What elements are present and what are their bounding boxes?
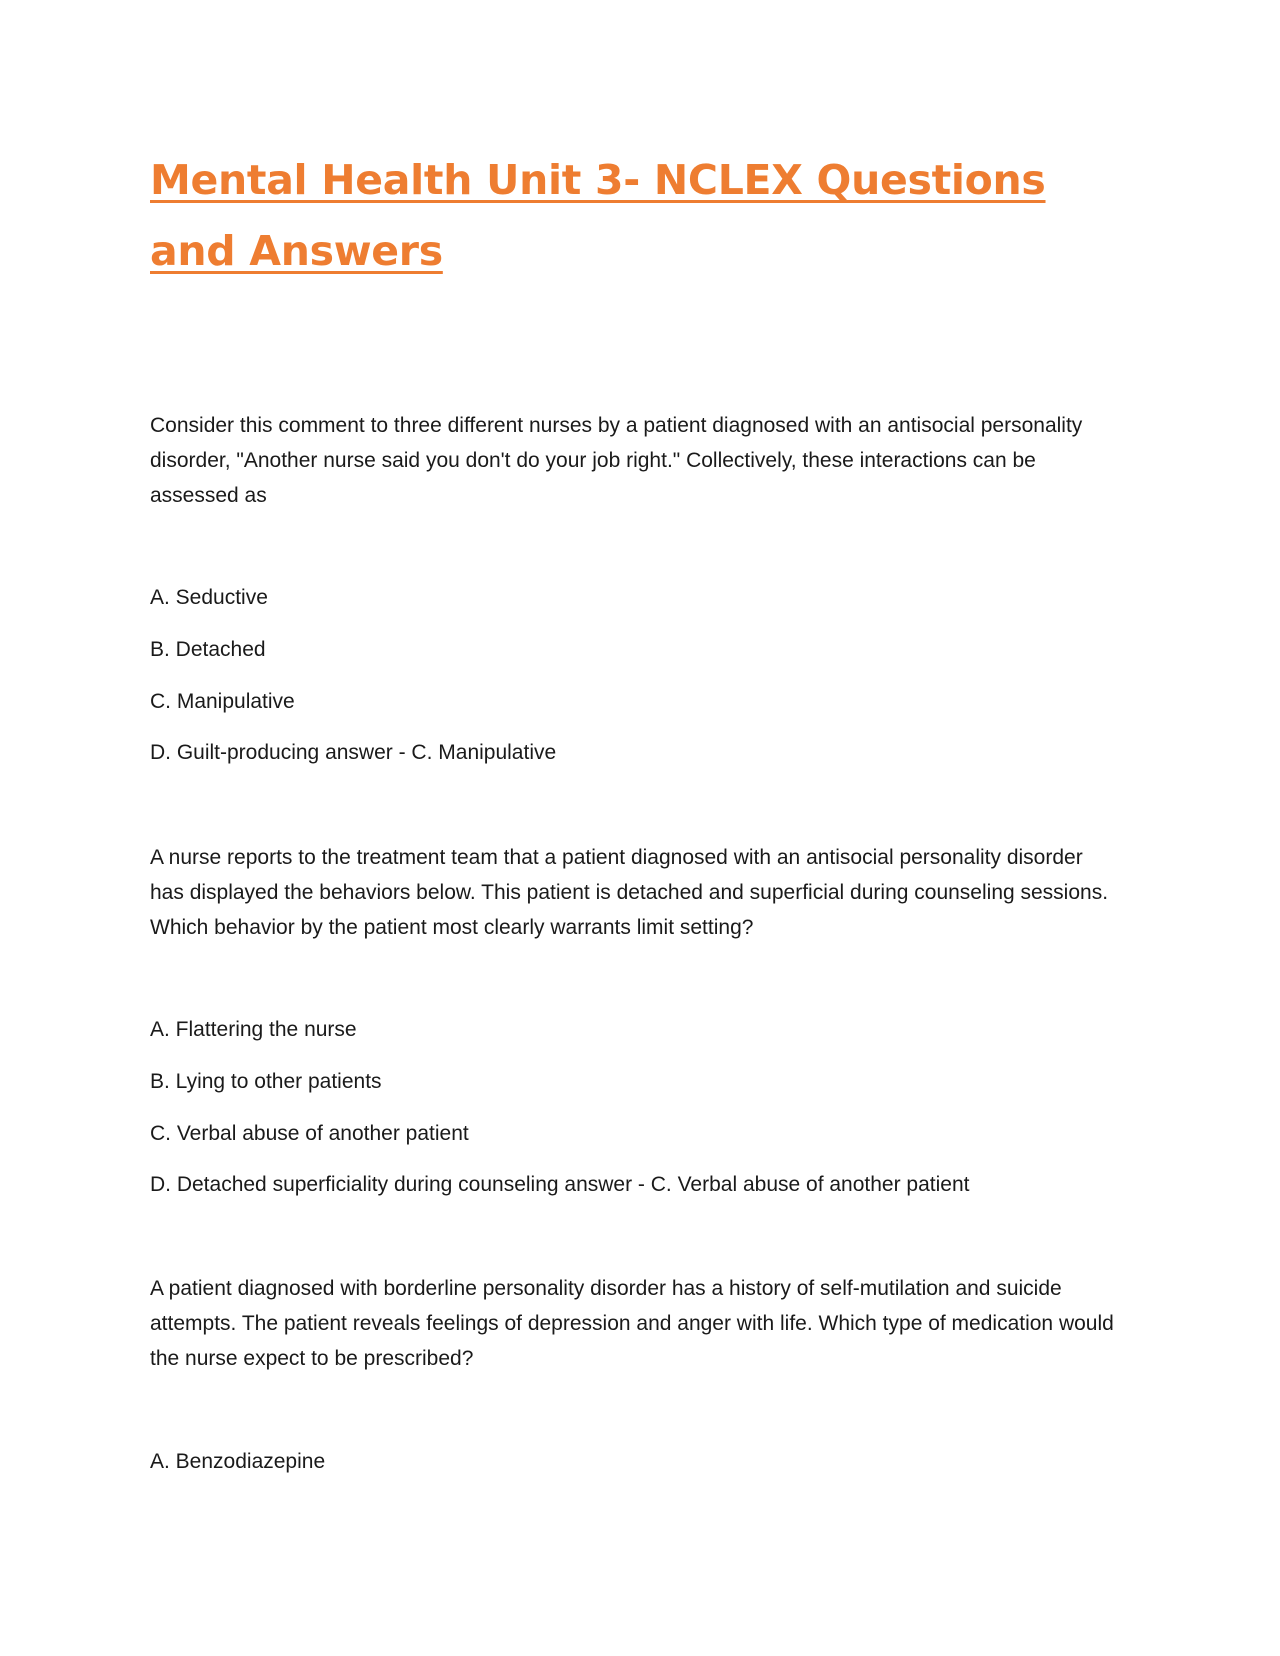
- question-2-option-b: B. Lying to other patients: [150, 1070, 382, 1093]
- question-1-option-c: C. Manipulative: [150, 690, 295, 713]
- question-2-text: A nurse reports to the treatment team that a patient diagnosed with an antisocial personality disorder has displayed the behaviors below. This patient is detached and superficial during counseling sessions. Which behavior by the patient most clearly warrants limit setting?: [150, 846, 1109, 939]
- question-1-text: Consider this comment to three different nurses by a patient diagnosed with an antisocial personality disorder, "Another nurse said you don't do your job right." Collectively, these interactions can be assessed as: [150, 414, 1083, 507]
- document-page: [150, 0, 1114, 1656]
- question-3-option-a: A. Benzodiazepine: [150, 1450, 326, 1473]
- question-3-text: A patient diagnosed with borderline personality disorder has a history of self-mutilation and suicide attempts. The patient reveals feelings of depression and anger with life. Which type of medication would the nurse expect to be prescribed?: [150, 1277, 1114, 1370]
- question-1-option-d-answer: D. Guilt-producing answer - C. Manipulative: [150, 741, 557, 764]
- document-title: Mental Health Unit 3- NCLEX Questions and Answers: [150, 156, 1046, 275]
- question-1-option-b: B. Detached: [150, 638, 266, 661]
- question-2-option-a: A. Flattering the nurse: [150, 1018, 357, 1041]
- question-2-option-d-answer: D. Detached superficiality during counseling answer - C. Verbal abuse of another patient: [150, 1173, 970, 1196]
- question-1-option-a: A. Seductive: [150, 586, 268, 609]
- question-2-option-c: C. Verbal abuse of another patient: [150, 1122, 469, 1145]
